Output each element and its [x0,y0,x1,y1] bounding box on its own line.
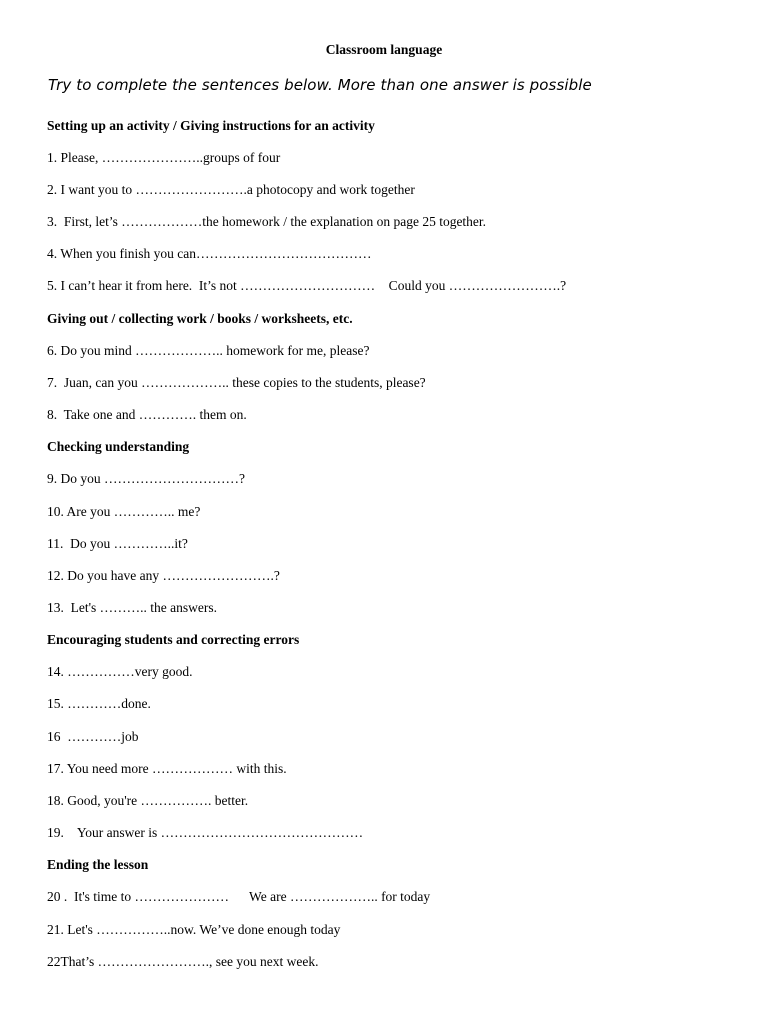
section-heading-giving-out: Giving out / collecting work / books / worksheets, etc. [47,311,353,326]
exercise-item-12: 12. Do you have any …………………….? [47,568,280,583]
exercise-item-20: 20 . It's time to ………………… We are ……………….. for today [47,889,431,904]
exercise-item-18: 18. Good, you're ……………. better. [47,793,249,808]
exercise-item-8: 8. Take one and …………. them on. [47,407,247,422]
exercise-item-15: 15. …………done. [47,696,151,711]
exercise-item-13: 13. Let's ……….. the answers. [47,600,218,615]
exercise-item-19: 19. Your answer is ……………………………………… [47,825,364,840]
worksheet-title: Classroom language [325,42,443,57]
exercise-item-17: 17. You need more ……………… with this. [47,761,287,776]
exercise-item-3: 3. First, let’s ………………the homework / the explanation on page 25 together. [47,214,487,229]
exercise-item-4: 4. When you finish you can………………………………… [47,246,372,261]
exercise-item-7: 7. Juan, can you ……………….. these copies to the students, please? [47,375,426,390]
exercise-item-5: 5. I can’t hear it from here. It’s not ………………………… Could you …………………….? [47,278,567,293]
exercise-item-21: 21. Let's ……………..now. We’ve done enough today [47,922,341,937]
exercise-item-10: 10. Are you ………….. me? [47,504,201,519]
exercise-item-22: 22That’s ……………………., see you next week. [47,954,319,969]
exercise-item-1: 1. Please, …………………..groups of four [47,150,281,165]
section-heading-setting-up: Setting up an activity / Giving instructions for an activity [47,118,375,133]
exercise-item-9: 9. Do you …………………………? [47,471,245,486]
section-heading-checking: Checking understanding [47,439,190,454]
exercise-item-6: 6. Do you mind ……………….. homework for me, please? [47,343,370,358]
section-heading-encouraging: Encouraging students and correcting errors [47,632,300,647]
exercise-item-14: 14. ……………very good. [47,664,193,679]
exercise-item-11: 11. Do you …………..it? [47,536,188,551]
instruction-text: Try to complete the sentences below. More than one answer is possible [48,76,592,94]
exercise-item-16: 16 …………job [47,729,139,744]
exercise-item-2: 2. I want you to …………………….a photocopy and work together [47,182,415,197]
section-heading-ending: Ending the lesson [47,857,149,872]
